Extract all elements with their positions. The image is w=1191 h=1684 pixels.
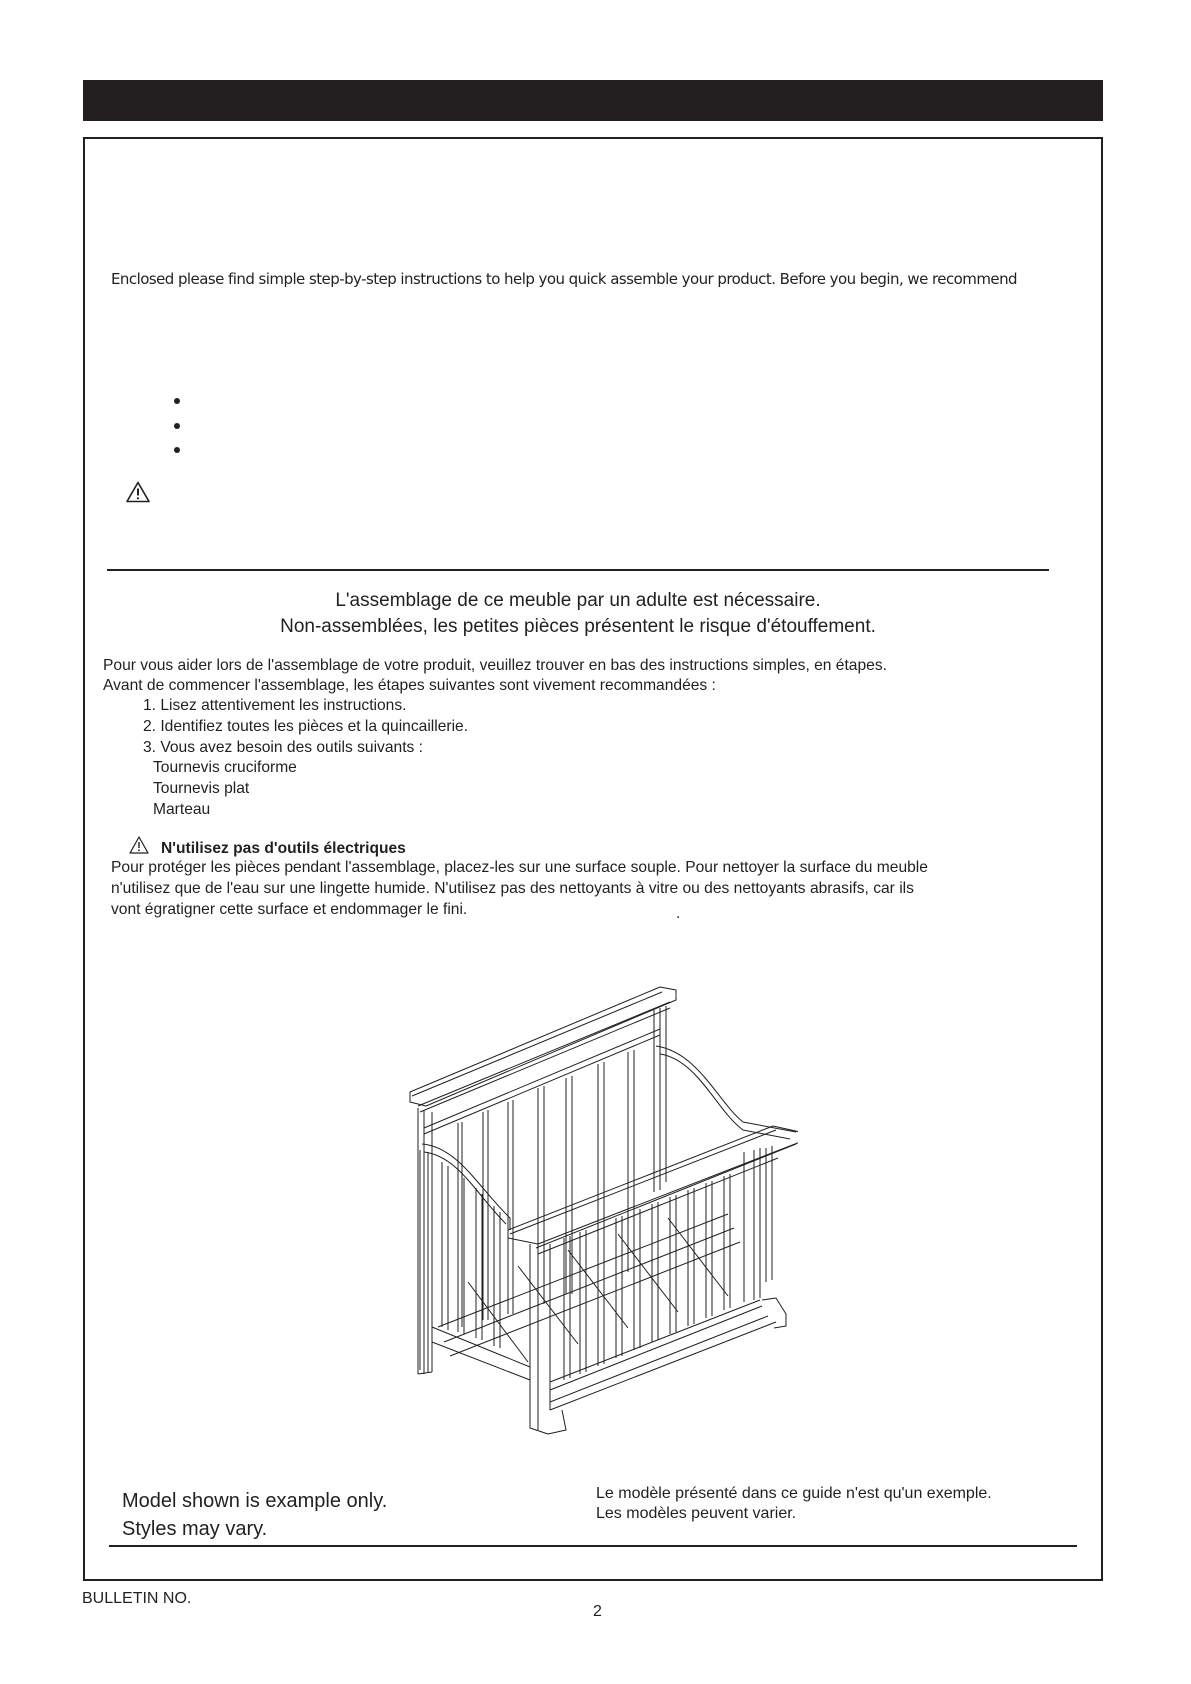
bullet-point-1 bbox=[174, 398, 180, 404]
english-intro-text: Enclosed please find simple step-by-step instructions to help you quick assemble your product. Before you begin, we recommend bbox=[111, 270, 1018, 288]
stray-dot: . bbox=[676, 905, 681, 922]
french-step-3: 3. Vous avez besoin des outils suivants : bbox=[143, 739, 423, 756]
french-caption-line-1: Le modèle présenté dans ce guide n'est qu'un exemple. bbox=[596, 1485, 992, 1502]
french-tool-1: Tournevis cruciforme bbox=[153, 759, 297, 776]
french-tool-3: Marteau bbox=[153, 801, 211, 818]
french-intro-line-1: Pour vous aider lors de l'assemblage de votre produit, veuillez trouver en bas des instructions simples, en étapes. bbox=[103, 657, 887, 674]
bullet-point-3 bbox=[174, 447, 180, 453]
french-caption bbox=[596, 1484, 992, 1524]
french-warning-line-1: Pour protéger les pièces pendant l'assemblage, placez-les sur une surface souple. Pour nettoyer la surface du meuble bbox=[111, 859, 928, 876]
english-caption bbox=[122, 1487, 387, 1543]
french-warning-line-2: n'utilisez que de l'eau sur une lingette humide. N'utilisez pas des nettoyants à vitre ou des nettoyants abrasifs, car ils bbox=[111, 880, 914, 897]
warning-triangle-icon bbox=[129, 836, 149, 854]
bulletin-number-label: BULLETIN NO. bbox=[82, 1590, 192, 1607]
french-heading-line-1: L'assemblage de ce meuble par un adulte est nécessaire. bbox=[335, 590, 821, 611]
crib-illustration bbox=[398, 982, 798, 1442]
bullet-point-2 bbox=[174, 423, 180, 429]
french-heading-line-2: Non-assemblées, les petites pièces présentent le risque d'étouffement. bbox=[280, 616, 876, 637]
caption-divider bbox=[109, 1545, 1077, 1547]
french-warning-line-3: vont égratigner cette surface et endommager le fini. bbox=[111, 901, 468, 918]
french-tool-2: Tournevis plat bbox=[153, 780, 250, 797]
french-step-2: 2. Identifiez toutes les pièces et la quincaillerie. bbox=[143, 718, 469, 735]
english-caption-line-2: Styles may vary. bbox=[122, 1518, 268, 1540]
warning-triangle-icon bbox=[126, 481, 150, 503]
french-intro-line-2: Avant de commencer l'assemblage, les étapes suivantes sont vivement recommandées : bbox=[103, 677, 716, 694]
english-caption-line-1: Model shown is example only. bbox=[122, 1490, 388, 1512]
section-title-bar bbox=[83, 80, 1103, 121]
french-caption-line-2: Les modèles peuvent varier. bbox=[596, 1505, 797, 1522]
french-step-1: 1. Lisez attentivement les instructions. bbox=[143, 697, 407, 714]
french-warning-title: N'utilisez pas d'outils électriques bbox=[161, 840, 406, 857]
page-number: 2 bbox=[593, 1603, 602, 1620]
section-divider bbox=[107, 569, 1049, 571]
